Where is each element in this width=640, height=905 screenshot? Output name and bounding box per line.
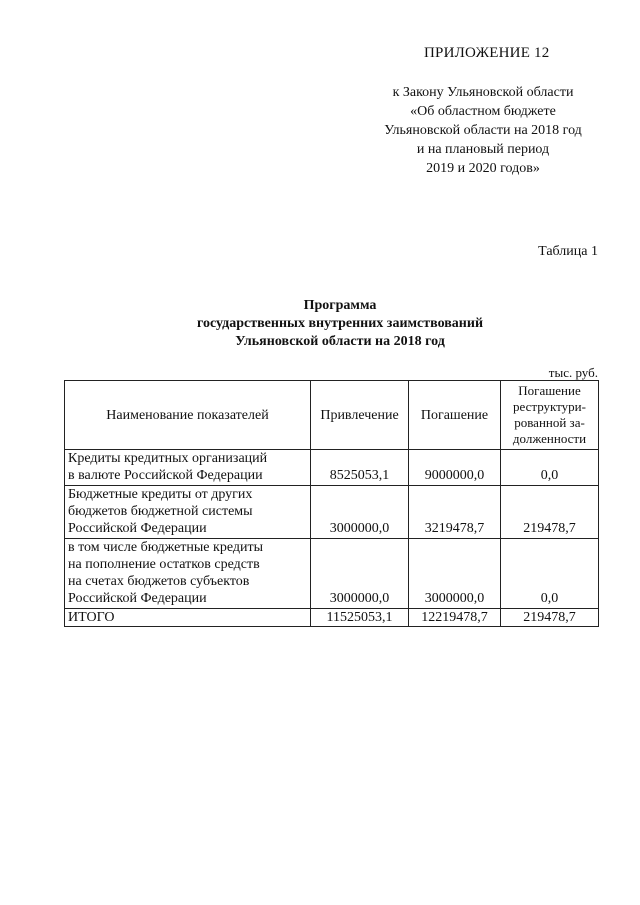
row-restructured: 0,0: [501, 450, 599, 486]
row-name: [65, 539, 311, 609]
table-header-row: [65, 381, 599, 450]
total-restructured: 219478,7: [501, 609, 599, 627]
row-name-line: бюджетов бюджетной системы: [68, 504, 253, 519]
row-name-line: на счетах бюджетов субъектов: [68, 574, 250, 589]
total-borrowing: 11525053,1: [311, 609, 409, 627]
row-repayment: 9000000,0: [409, 450, 501, 486]
borrowing-program-table: [64, 380, 599, 627]
header-restructured-line: рованной за-: [514, 415, 585, 430]
row-name-line: Бюджетные кредиты от других: [68, 487, 253, 502]
row-name-line: Российской Федерации: [68, 591, 207, 606]
header-borrowing: Привлечение: [311, 381, 409, 450]
total-name: ИТОГО: [65, 609, 311, 627]
row-borrowing: 3000000,0: [311, 486, 409, 539]
law-reference-line: 2019 и 2020 годов»: [426, 161, 540, 176]
row-repayment: 3000000,0: [409, 539, 501, 609]
header-restructured-line: Погашение: [518, 383, 581, 398]
appendix-title: ПРИЛОЖЕНИЕ 12: [424, 45, 550, 61]
header-restructured-line: долженности: [512, 431, 587, 446]
table-row: [65, 486, 599, 539]
row-restructured: 0,0: [501, 539, 599, 609]
row-name-line: в том числе бюджетные кредиты: [68, 540, 263, 555]
law-reference-line: и на плановый период: [416, 142, 550, 157]
table-total-row: [65, 609, 599, 627]
header-name: Наименование показателей: [65, 381, 311, 450]
law-reference: [360, 83, 606, 178]
law-reference-line: Ульяновской области на 2018 год: [384, 123, 582, 138]
table-row: [65, 539, 599, 609]
row-restructured: 219478,7: [501, 486, 599, 539]
row-name-line: Кредиты кредитных организаций: [68, 451, 268, 466]
row-name-line: в валюте Российской Федерации: [68, 468, 263, 483]
law-reference-line: «Об областном бюджете: [410, 104, 556, 119]
units-label: тыс. руб.: [548, 365, 598, 380]
table-row: [65, 450, 599, 486]
total-repayment: 12219478,7: [409, 609, 501, 627]
row-name-line: на пополнение остатков средств: [68, 557, 260, 572]
row-name: [65, 450, 311, 486]
row-borrowing: 3000000,0: [311, 539, 409, 609]
table-number: Таблица 1: [538, 244, 598, 259]
heading-line: Ульяновской области на 2018 год: [235, 334, 445, 349]
row-name: [65, 486, 311, 539]
row-borrowing: 8525053,1: [311, 450, 409, 486]
header-repayment: Погашение: [409, 381, 501, 450]
header-restructured-line: реструктури-: [513, 399, 586, 414]
document-heading: [90, 297, 590, 351]
law-reference-line: к Закону Ульяновской области: [392, 85, 574, 100]
row-name-line: Российской Федерации: [68, 521, 207, 536]
header-restructured: [501, 381, 599, 450]
heading-line: Программа: [303, 298, 377, 313]
heading-line: государственных внутренних заимствований: [196, 316, 484, 331]
row-repayment: 3219478,7: [409, 486, 501, 539]
